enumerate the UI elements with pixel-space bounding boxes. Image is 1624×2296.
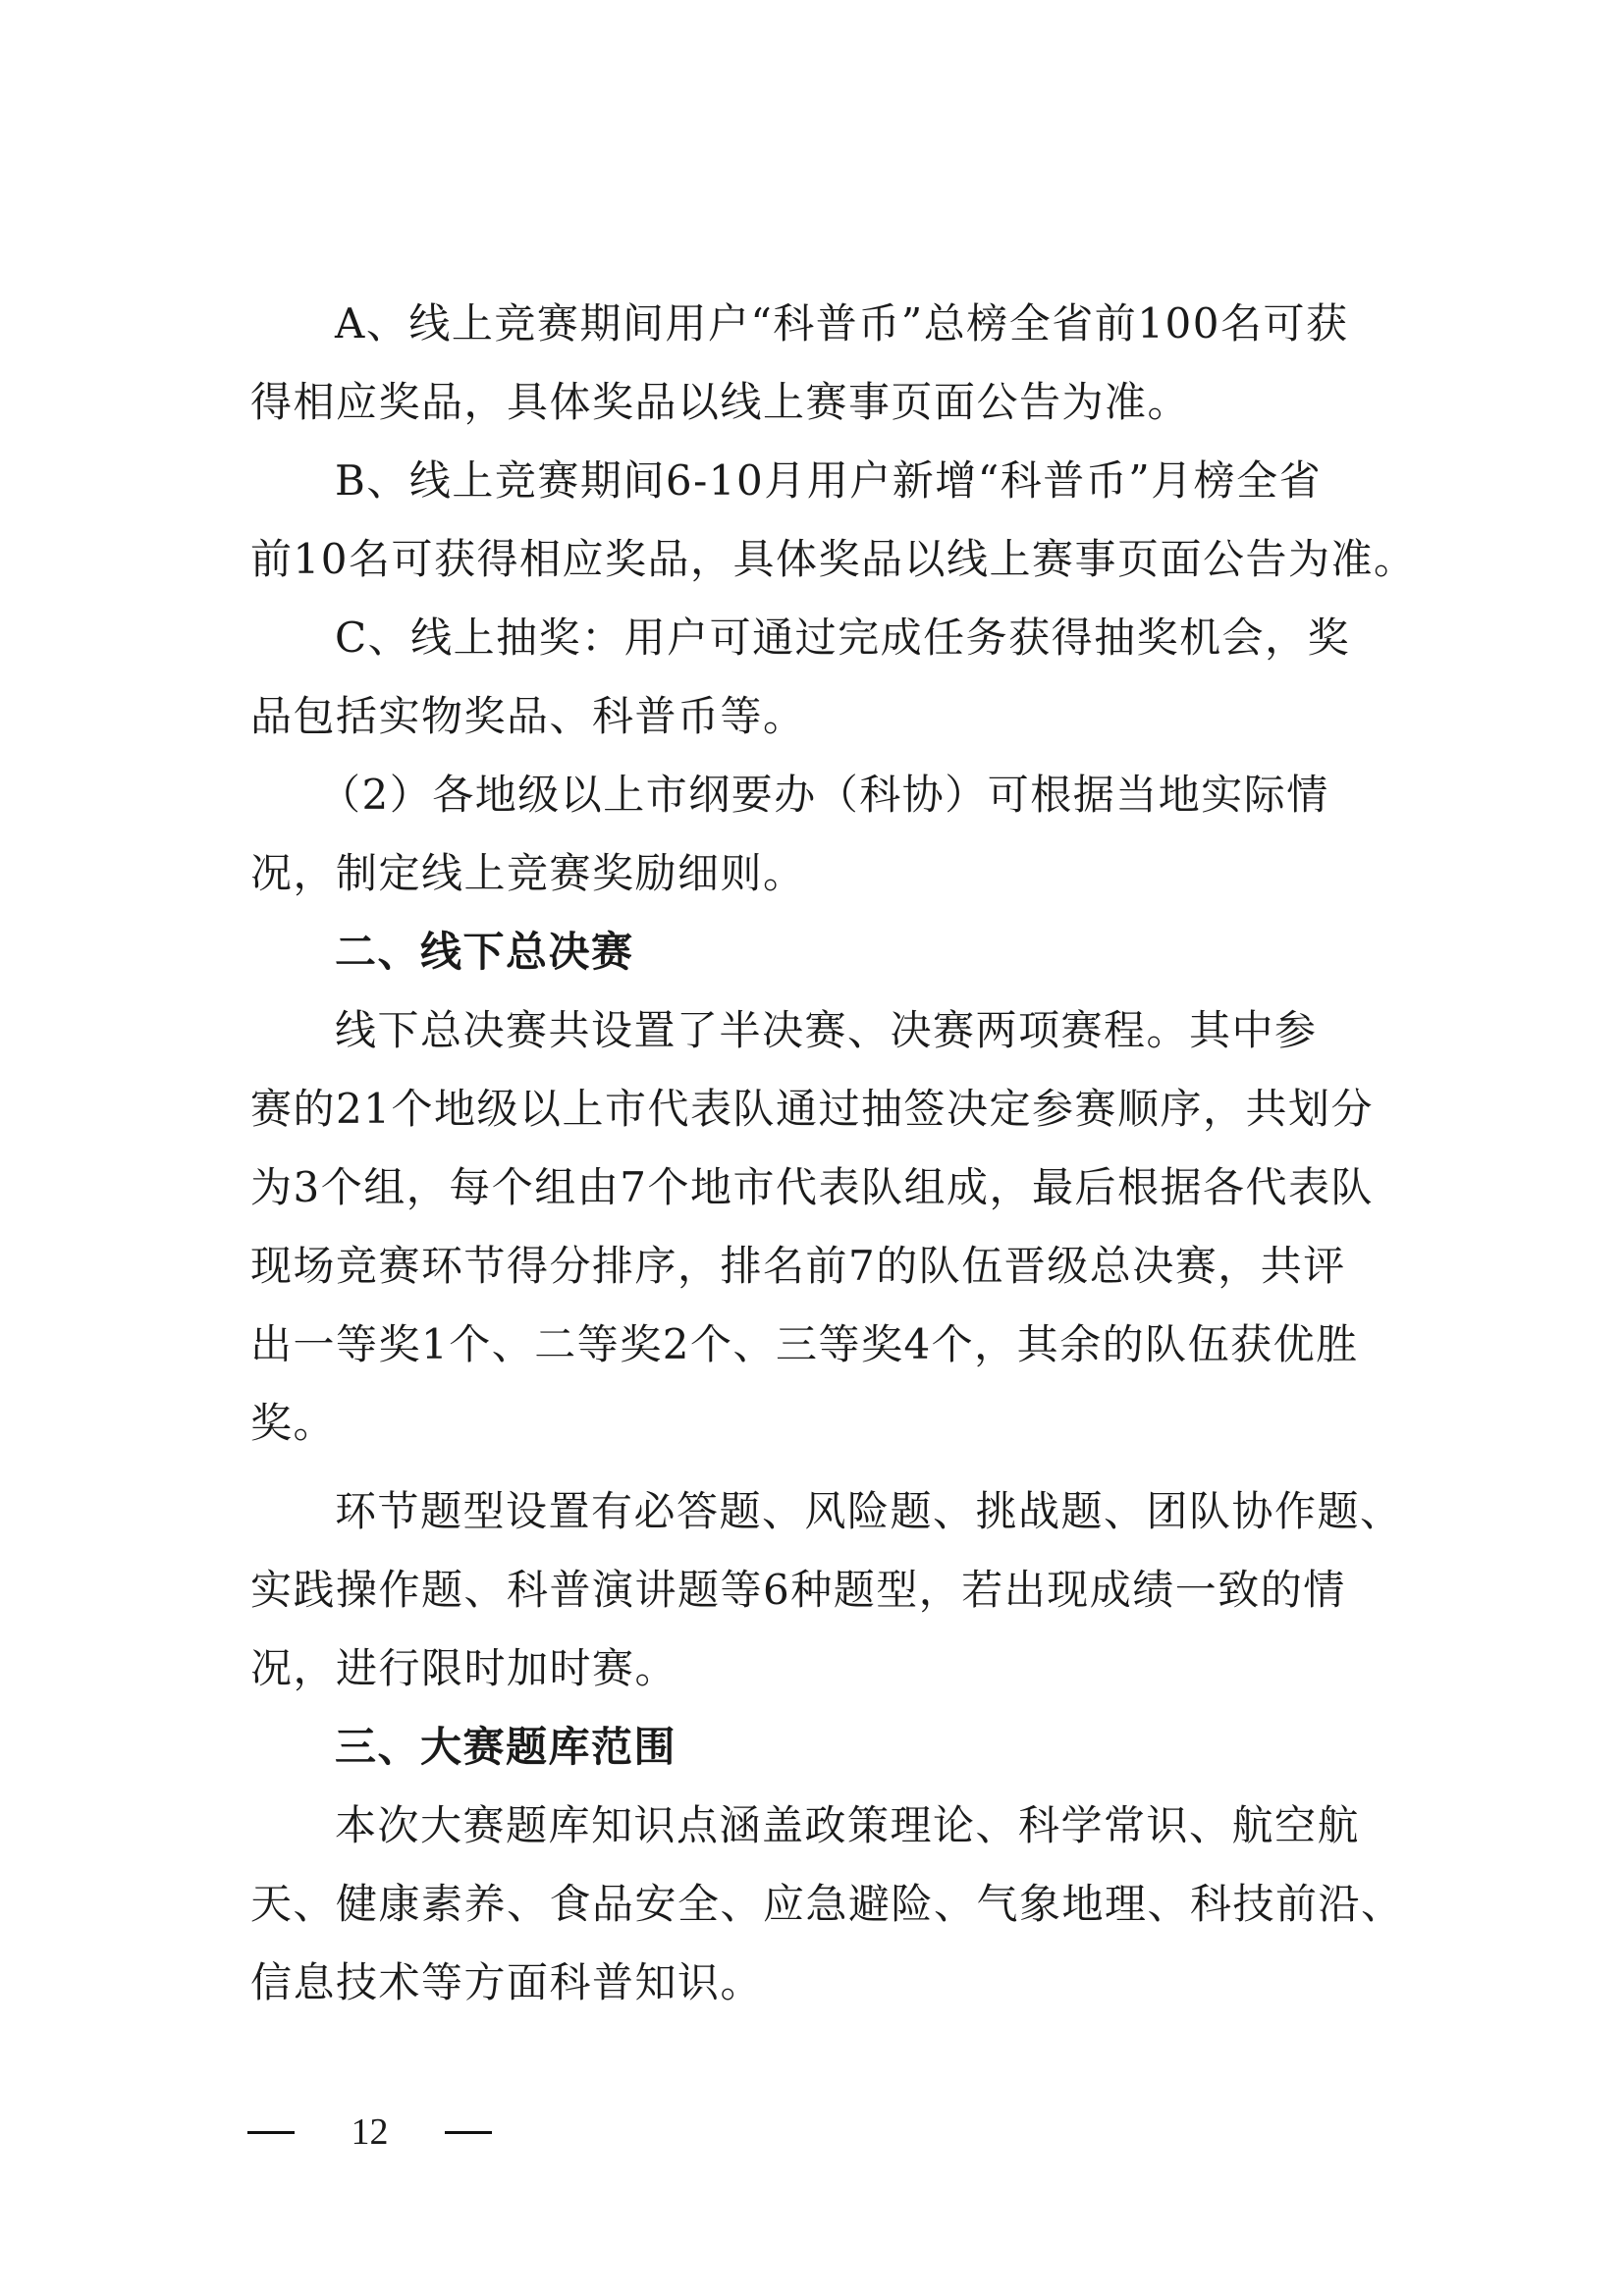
paragraph-c-line-2: 品包括实物奖品、科普币等。 bbox=[250, 692, 806, 740]
section-2-p1-line-1: 线下总决赛共设置了半决赛、决赛两项赛程。其中参 bbox=[335, 1006, 1318, 1054]
section-3-p1-line-1: 本次大赛题库知识点涵盖政策理论、科学常识、航空航 bbox=[335, 1801, 1361, 1849]
section-2-p1-line-4: 现场竞赛环节得分排序，排名前7的队伍晋级总决赛，共评 bbox=[250, 1242, 1346, 1290]
section-2-heading: 二、线下总决赛 bbox=[335, 928, 634, 976]
section-2-p1-line-6: 奖。 bbox=[250, 1399, 337, 1447]
paragraph-a-line-2: 得相应奖品，具体奖品以线上赛事页面公告为准。 bbox=[250, 378, 1191, 426]
paragraph-c-line-1: C、线上抽奖：用户可通过完成任务获得抽奖机会，奖 bbox=[335, 614, 1351, 662]
paragraph-b-line-2: 前10名可获得相应奖品，具体奖品以线上赛事页面公告为准。 bbox=[250, 535, 1417, 583]
section-2-p1-line-2: 赛的21个地级以上市代表队通过抽签决定参赛顺序，共划分 bbox=[250, 1085, 1374, 1133]
item-2-line-1: （2）各地级以上市纲要办（科协）可根据当地实际情 bbox=[319, 771, 1329, 819]
paragraph-b-line-1: B、线上竞赛期间6-10月用户新增“科普币”月榜全省 bbox=[335, 456, 1323, 505]
paragraph-a-line-1: A、线上竞赛期间用户“科普币”总榜全省前100名可获 bbox=[335, 299, 1349, 347]
item-2-line-2: 况，制定线上竞赛奖励细则。 bbox=[250, 849, 806, 897]
section-2-p2-line-2: 实践操作题、科普演讲题等6种题型，若出现成绩一致的情 bbox=[250, 1566, 1346, 1614]
section-3-p1-line-3: 信息技术等方面科普知识。 bbox=[250, 1958, 764, 2006]
page-number: 12 bbox=[351, 2111, 389, 2153]
section-3-heading: 三、大赛题库范围 bbox=[335, 1723, 677, 1771]
section-2-p1-line-5: 出一等奖1个、二等奖2个、三等奖4个，其余的队伍获优胜 bbox=[250, 1320, 1359, 1368]
section-2-p2-line-3: 况，进行限时加时赛。 bbox=[250, 1644, 678, 1692]
footer-dash-left bbox=[247, 2131, 295, 2134]
footer-dash-right bbox=[445, 2131, 492, 2134]
section-2-p1-line-3: 为3个组，每个组由7个地市代表队组成，最后根据各代表队 bbox=[250, 1163, 1374, 1211]
page-footer bbox=[247, 2110, 492, 2154]
section-3-p1-line-2: 天、健康素养、食品安全、应急避险、气象地理、科技前沿、 bbox=[250, 1880, 1404, 1928]
section-2-p2-line-1: 环节题型设置有必答题、风险题、挑战题、团队协作题、 bbox=[335, 1487, 1403, 1535]
